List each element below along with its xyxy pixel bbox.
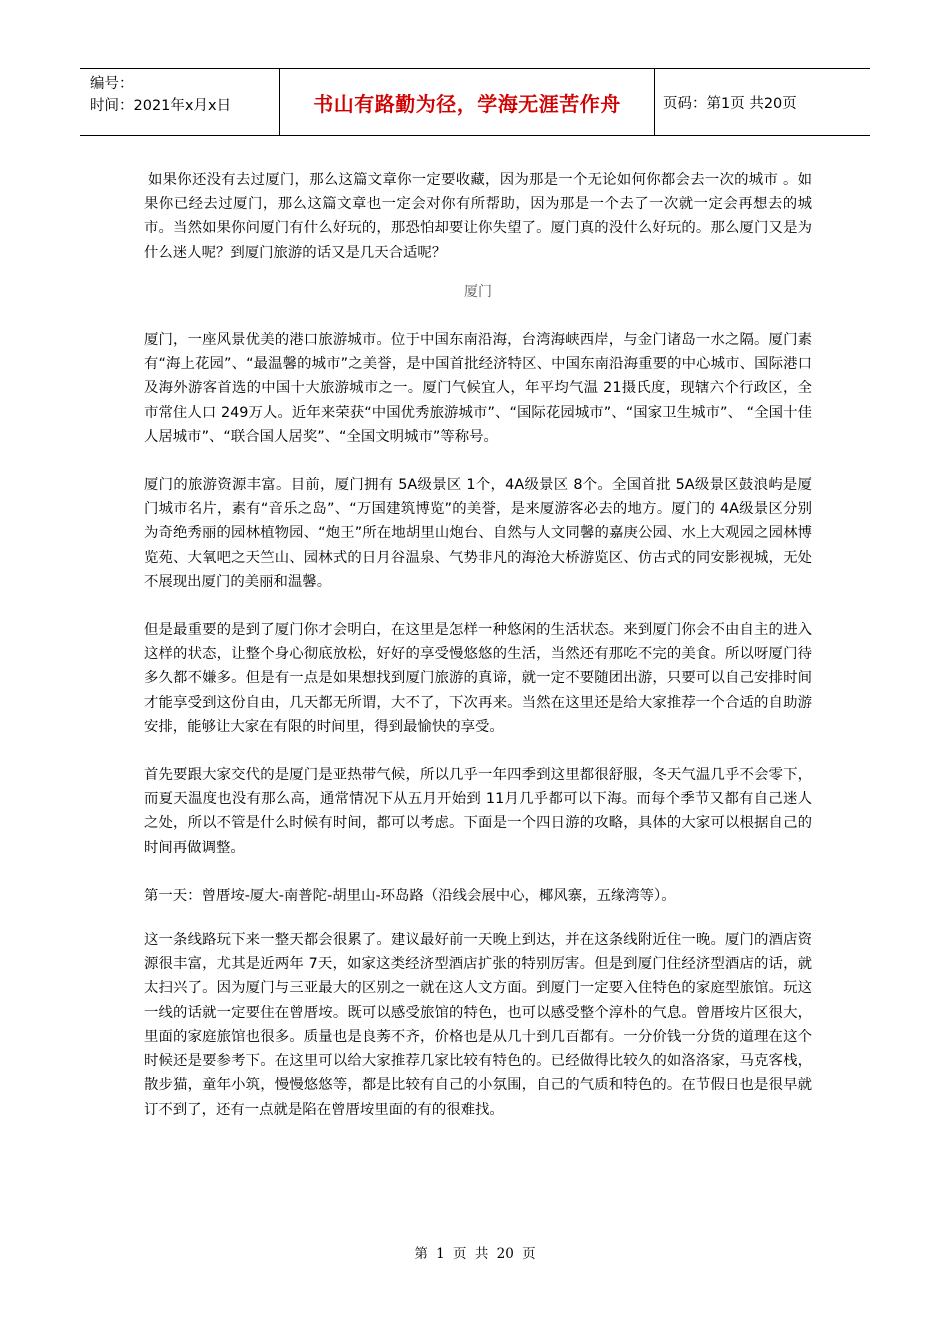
motto-cell bbox=[280, 69, 655, 135]
paragraph-lifestyle: 但是最重要的是到了厦门你才会明白，在这里是怎样一种悠闲的生活状态。来到厦门你会不由自主的进入这样的状态，让整个身心彻底放松，好好的享受慢悠悠的生活，当然还有那吃不完的美食。所以呀厦门待多久都不嫌多。但是有一点是如果想找到厦门旅游的真谛，就一定不要随团出游，只要可以自己安排时间才能享受到这份自由，几天都无所谓，大不了，下次再来。当然在这里还是给大家推荐一个合适的自助游安排，能够让大家在有限的时间里，得到最愉快的享受。 bbox=[144, 622, 812, 735]
date-label: 时间：2021年x月x日 bbox=[90, 98, 232, 114]
motto-text: 书山有路勤为径，学海无涯苦作舟 bbox=[313, 91, 621, 116]
paragraph-resources: 厦门的旅游资源丰富。目前，厦门拥有 5A级景区 1个，4A级景区 8个。全国首批 5A级景区鼓浪屿是厦门城市名片，素有“音乐之岛”、“万国建筑博览”的美誉，是来厦游客必去的地方。厦门的 4A级景区分别为奇绝秀丽的园林植物园、“炮王”所在地胡里山炮台、自然与人文同馨的嘉庚公园、水上大观园之园林博览苑、大氧吧之天竺山、园林式的日月谷温泉、气势非凡的海沧大桥游览区、仿古式的同安影视城，无处不展现出厦门的美丽和温馨。 bbox=[144, 477, 812, 590]
day1-paragraph: 这一条线路玩下来一整天都会很累了。建议最好前一天晚上到达，并在这条线附近住一晚。厦门的酒店资源很丰富，尤其是近两年 7天，如家这类经济型酒店扩张的特别厉害。但是到厦门住经济型酒店的话，就太扫兴了。因为厦门与三亚最大的区别之一就在这人文方面。到厦门一定要入住特色的家庭型旅馆。玩这一线的话就一定要住在曾厝垵。既可以感受旅馆的特色，也可以感受整个淳朴的气息。曾厝垵片区很大，里面的家庭旅馆也很多。质量也是良莠不齐，价格也是从几十到几百都有。一分价钱一分货的道理在这个时候还是要参考下。在这里可以给大家推荐几家比较有特色的。已经做得比较久的如洛洛家，马克客栈，散步猫，童年小筑，慢慢悠悠等，都是比较有自己的小氛围，自己的气质和特色的。在节假日也是很早就订不到了，还有一点就是陷在曾厝垵里面的有的很难找。 bbox=[144, 932, 812, 1118]
day1-title: 第一天：曾厝垵-厦大-南普陀-胡里山-环岛路（沿线会展中心，椰风寨，五缘湾等）。 bbox=[144, 887, 676, 904]
footer-page-number: 第 1 页 共 20 页 bbox=[414, 1246, 536, 1262]
header-meta-cell bbox=[80, 69, 280, 135]
article-body bbox=[144, 168, 812, 1146]
intro-paragraph: 如果你还没有去过厦门，那么这篇文章你一定要收藏，因为那是一个无论如何你都会去一次的城市 。如果你已经去过厦门，那么这篇文章也一定会对你有所帮助，因为那是一个去了一次就一定会再想去的城市。当然如果你问厦门有什么好玩的，那恐怕却要让你失望了。厦门真的没什么好玩的。那么厦门又是为什么迷人呢？到厦门旅游的话又是几天合适呢？ bbox=[144, 172, 812, 261]
page-info-cell bbox=[655, 69, 870, 135]
document-header bbox=[80, 68, 870, 136]
code-label: 编号： bbox=[90, 76, 134, 92]
paragraph-climate: 首先要跟大家交代的是厦门是亚热带气候，所以几乎一年四季到这里都很舒服，冬天气温几乎不会零下，而夏天温度也没有那么高，通常情况下从五月开始到 11月几乎都可以下海。而每个季节又都有自己迷人之处，所以不管是什么时候有时间，都可以考虑。下面是一个四日游的攻略，具体的大家可以根据自己的时间再做调整。 bbox=[144, 767, 812, 856]
section-title: 厦门 bbox=[464, 283, 492, 300]
page-footer bbox=[0, 1242, 950, 1262]
page-info-text: 页码：第1页 共20页 bbox=[663, 95, 797, 112]
paragraph-overview: 厦门，一座风景优美的港口旅游城市。位于中国东南沿海，台湾海峡西岸，与金门诸岛一水之隔。厦门素有“海上花园”、“最温馨的城市”之美誉，是中国首批经济特区、中国东南沿海重要的中心城市、国际港口及海外游客首选的中国十大旅游城市之一。厦门气候宜人，年平均气温 21摄氏度，现辖六个行政区，全市常住人口 249万人。近年来荣获“中国优秀旅游城市”、“国际花园城市”、“国家卫生城市”、 “全国十佳人居城市”、“联合国人居奖”、“全国文明城市”等称号。 bbox=[144, 332, 812, 445]
